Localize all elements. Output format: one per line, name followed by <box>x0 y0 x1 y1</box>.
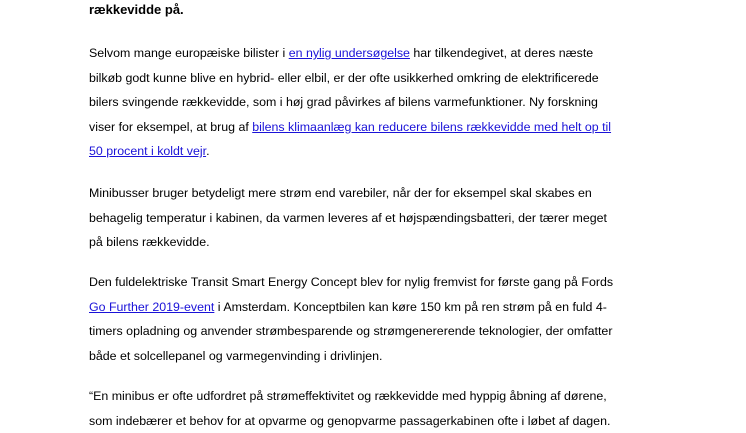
p3-line3: timers opladning og anvender strømbesparende og strømgenererende teknologier, der omfatter <box>89 319 689 344</box>
go-further-link[interactable]: Go Further 2019-event <box>89 300 214 314</box>
p2-line3: på bilens rækkevidde. <box>89 230 689 255</box>
p1-line3: bilers svingende rækkevidde, som i høj grad påvirkes af bilens varmefunktioner. Ny forskning <box>89 90 689 115</box>
p1-period: . <box>206 144 209 158</box>
climate-link-part1[interactable]: bilens klimaanlæg kan reducere bilens rækkevidde med helt op til <box>252 120 611 134</box>
survey-link[interactable]: en nylig undersøgelse <box>289 46 410 60</box>
p3-line1: Den fuldelektriske Transit Smart Energy Concept blev for nylig fremvist for første gang på Fords <box>89 270 689 295</box>
p4-line2: som indebærer et behov for at opvarme og genopvarme passagerkabinen ofte i løbet af dagen. <box>89 409 689 433</box>
paragraph-minibus <box>89 181 689 255</box>
p4-line1: “En minibus er ofte udfordret på strømeffektivitet og rækkevidde med hyppig åbning af dørene, <box>89 384 689 409</box>
p3-text-b: i Amsterdam. Konceptbilen kan køre 150 km på ren strøm på en fuld 4- <box>214 300 607 314</box>
p1-line4: viser for eksempel, at brug af bilens klimaanlæg kan reducere bilens rækkevidde med helt op til <box>89 115 689 140</box>
p2-line2: behagelig temperatur i kabinen, da varmen leveres af et højspændingsbatteri, der tærer meget <box>89 206 689 231</box>
climate-link-part2[interactable]: 50 procent i koldt vejr <box>89 144 206 158</box>
heading-fragment: rækkevidde på. <box>89 0 689 23</box>
p3-line2 <box>89 295 689 320</box>
p1-text-b1: har tilkendegivet, at deres næste <box>410 46 593 60</box>
p1-line5 <box>89 139 689 164</box>
p1-line1 <box>89 41 689 66</box>
paragraph-survey <box>89 41 689 164</box>
p2-line1: Minibusser bruger betydeligt mere strøm end varebiler, når der for eksempel skal skabes en <box>89 181 689 206</box>
p3-line4: både et solcellepanel og varmegenvinding i drivlinjen. <box>89 344 689 369</box>
p1-text-a: Selvom mange europæiske bilister i <box>89 46 289 60</box>
p1-line2: bilkøb godt kunne blive en hybrid- eller elbil, er der ofte usikkerhed omkring de elektrificerede <box>89 66 689 91</box>
paragraph-quote <box>89 384 689 433</box>
paragraph-transit <box>89 270 689 368</box>
